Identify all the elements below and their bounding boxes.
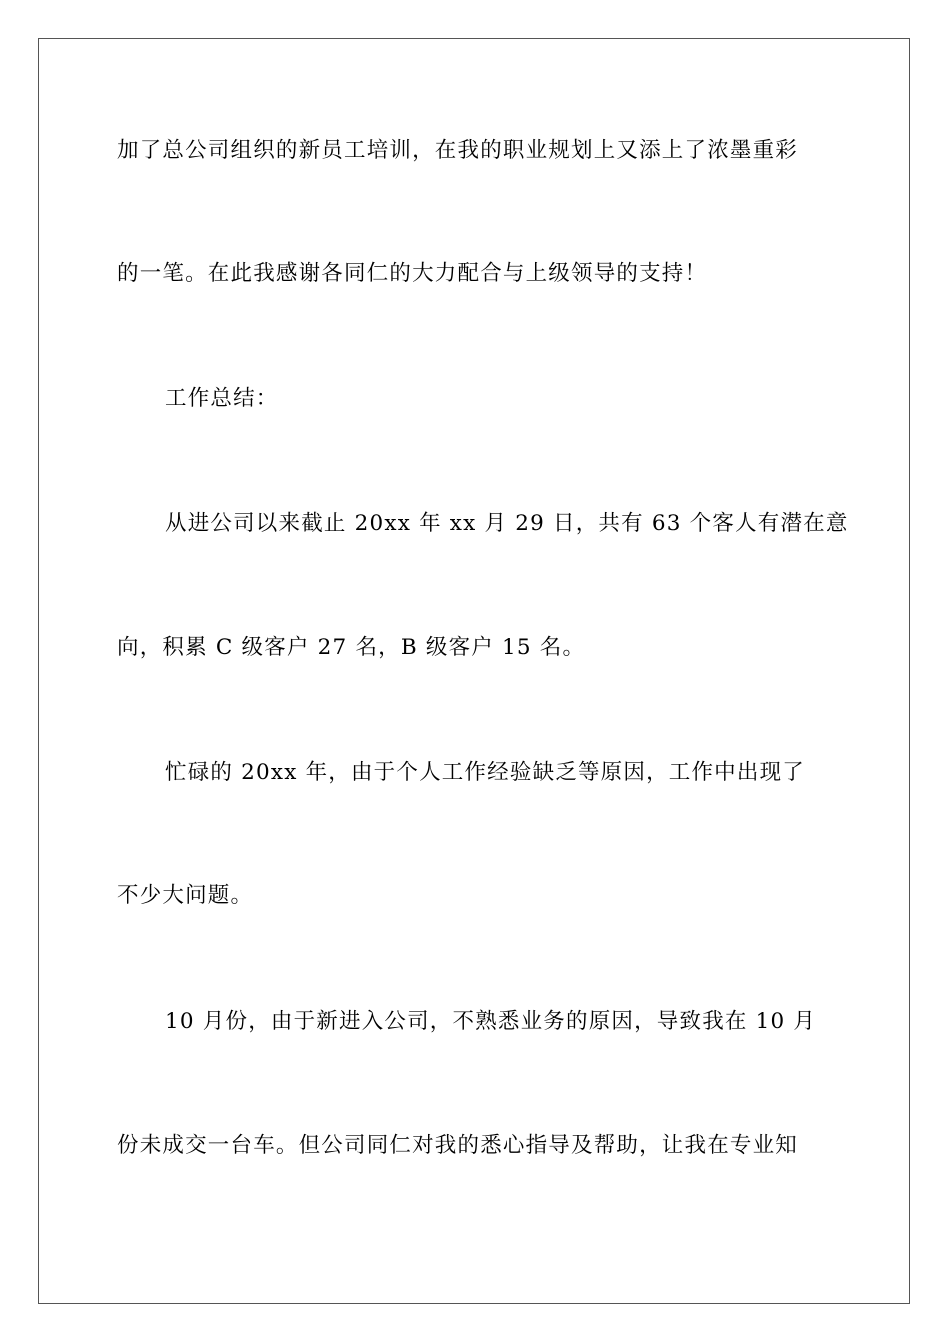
text-line-5: 向，积累 C 级客户 27 名，B 级客户 15 名。 [117, 635, 586, 660]
text-line-4: 从进公司以来截止 20xx 年 xx 月 29 日，共有 63 个客人有潜在意 [165, 511, 849, 536]
text-line-2: 的一笔。在此我感谢各同仁的大力配合与上级领导的支持！ [117, 261, 708, 286]
text-line-8: 10 月份，由于新进入公司，不熟悉业务的原因，导致我在 10 月 [165, 1009, 817, 1034]
section-heading: 工作总结： [165, 386, 279, 411]
text-line-7: 不少大问题。 [117, 883, 254, 908]
text-line-6: 忙碌的 20xx 年，由于个人工作经验缺乏等原因，工作中出现了 [165, 760, 805, 785]
page-frame [38, 38, 910, 1304]
text-line-1: 加了总公司组织的新员工培训，在我的职业规划上又添上了浓墨重彩 [117, 138, 799, 163]
text-line-9: 份未成交一台车。但公司同仁对我的悉心指导及帮助，让我在专业知 [117, 1133, 799, 1158]
